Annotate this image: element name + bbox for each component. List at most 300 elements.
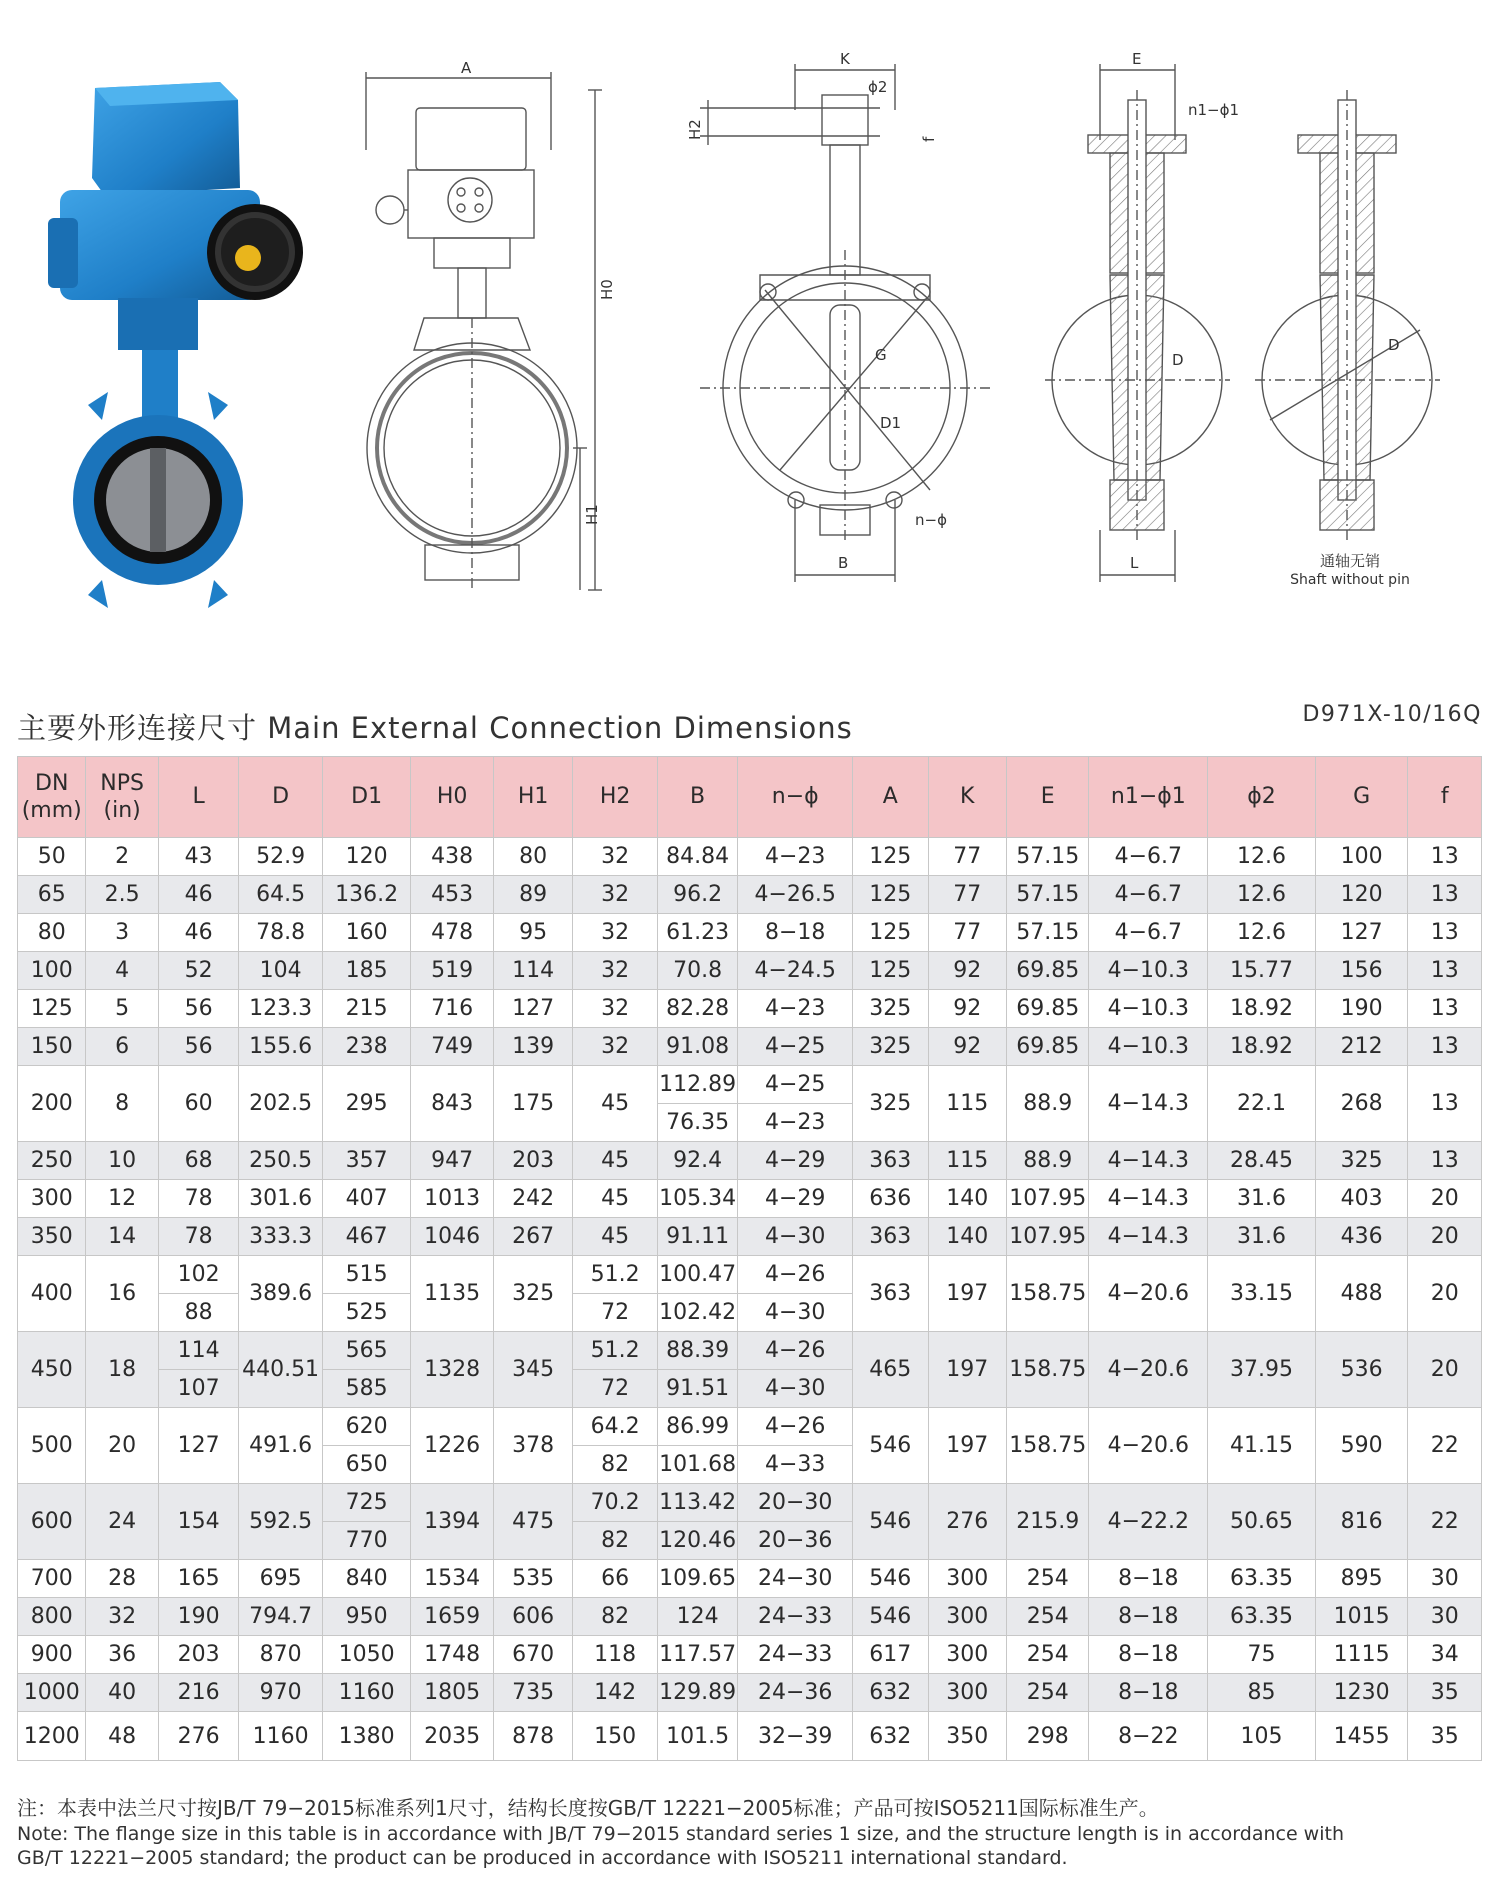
cell-d: 592.5 [239, 1484, 323, 1560]
cell-b: 96.2 [657, 876, 737, 914]
cell-l: 78 [158, 1180, 238, 1218]
cell-b: 109.65 [657, 1560, 737, 1598]
table-row [18, 1674, 1482, 1712]
dim-label-n1-phi1: n1−ϕ1 [1188, 101, 1240, 119]
col-header-h2: H2 [573, 757, 658, 838]
cell-h2: 64.2 [573, 1408, 658, 1446]
cell-g: 1015 [1315, 1598, 1408, 1636]
cell-d: 78.8 [239, 914, 323, 952]
cell-h1: 80 [493, 838, 572, 876]
cell-f: 13 [1408, 1028, 1482, 1066]
col-header-a: A [853, 757, 928, 838]
cell-n1phi1: 8−18 [1089, 1674, 1208, 1712]
cell-h0: 1534 [411, 1560, 494, 1598]
cell-d: 104 [239, 952, 323, 990]
cell-e: 158.75 [1006, 1408, 1089, 1484]
table-row [18, 1180, 1482, 1218]
cell-n1phi1: 4−20.6 [1089, 1408, 1208, 1484]
cell-k: 300 [928, 1636, 1006, 1674]
cell-g: 190 [1315, 990, 1408, 1028]
cell-d1-second: 525 [322, 1294, 411, 1332]
cell-h2-second: 82 [573, 1446, 658, 1484]
cell-f: 20 [1408, 1256, 1482, 1332]
cell-e: 298 [1006, 1712, 1089, 1761]
cell-l: 216 [158, 1674, 238, 1712]
caption-cn: 通轴无销 [1319, 552, 1381, 570]
cell-phi2: 31.6 [1208, 1218, 1316, 1256]
cell-a: 632 [853, 1712, 928, 1761]
cell-nps: 10 [86, 1142, 158, 1180]
col-header-f: f [1408, 757, 1482, 838]
cell-dn: 250 [18, 1142, 86, 1180]
cell-f: 13 [1408, 1142, 1482, 1180]
cell-nphi: 24−30 [738, 1560, 853, 1598]
cell-h0: 1394 [411, 1484, 494, 1560]
cell-phi2: 28.45 [1208, 1142, 1316, 1180]
dim-label-h2: H2 [686, 119, 704, 140]
cell-l: 56 [158, 1028, 238, 1066]
cell-nphi: 24−33 [738, 1598, 853, 1636]
cell-h1: 535 [493, 1560, 572, 1598]
col-header-k: K [928, 757, 1006, 838]
cell-a: 125 [853, 838, 928, 876]
cell-f: 22 [1408, 1484, 1482, 1560]
col-header-l: L [158, 757, 238, 838]
cell-l: 203 [158, 1636, 238, 1674]
table-row [18, 990, 1482, 1028]
cell-h2: 45 [573, 1218, 658, 1256]
cell-b: 91.11 [657, 1218, 737, 1256]
cell-d1-second: 770 [322, 1522, 411, 1560]
cell-d1: 407 [322, 1180, 411, 1218]
cell-d1-second: 650 [322, 1446, 411, 1484]
cell-g: 268 [1315, 1066, 1408, 1142]
cell-k: 92 [928, 952, 1006, 990]
cell-h1: 203 [493, 1142, 572, 1180]
cell-phi2: 12.6 [1208, 914, 1316, 952]
cell-g: 100 [1315, 838, 1408, 876]
cell-l: 190 [158, 1598, 238, 1636]
cell-nphi: 24−33 [738, 1636, 853, 1674]
col-header-g: G [1315, 757, 1408, 838]
cell-b: 124 [657, 1598, 737, 1636]
cell-l: 46 [158, 914, 238, 952]
cell-b: 129.89 [657, 1674, 737, 1712]
cell-d: 202.5 [239, 1066, 323, 1142]
cell-k: 350 [928, 1712, 1006, 1761]
cell-k: 77 [928, 838, 1006, 876]
cell-f: 34 [1408, 1636, 1482, 1674]
table-row [18, 1332, 1482, 1370]
cell-h1: 127 [493, 990, 572, 1028]
cell-l: 56 [158, 990, 238, 1028]
cell-h2: 45 [573, 1142, 658, 1180]
cell-d: 440.51 [239, 1332, 323, 1408]
cell-e: 57.15 [1006, 876, 1089, 914]
table-body [18, 838, 1482, 1761]
section-title: 主要外形连接尺寸 Main External Connection Dimensions [17, 711, 853, 745]
cell-nphi: 4−29 [738, 1180, 853, 1218]
cell-nps: 14 [86, 1218, 158, 1256]
cell-a: 546 [853, 1408, 928, 1484]
cell-a: 325 [853, 1028, 928, 1066]
cell-phi2: 50.65 [1208, 1484, 1316, 1560]
cell-d1: 295 [322, 1066, 411, 1142]
cell-dn: 400 [18, 1256, 86, 1332]
cell-h1: 378 [493, 1408, 572, 1484]
cell-h2-second: 72 [573, 1370, 658, 1408]
col-header-d1: D1 [322, 757, 411, 838]
cell-b: 84.84 [657, 838, 737, 876]
cell-b: 91.08 [657, 1028, 737, 1066]
table-row [18, 1408, 1482, 1446]
cell-h0: 1046 [411, 1218, 494, 1256]
dim-label-phi2: ϕ2 [868, 78, 888, 96]
cell-h2-second: 82 [573, 1522, 658, 1560]
cell-l-second: 107 [158, 1370, 238, 1408]
cell-nphi: 20−30 [738, 1484, 853, 1522]
cell-h1: 475 [493, 1484, 572, 1560]
cell-nps: 36 [86, 1636, 158, 1674]
cell-h2: 45 [573, 1180, 658, 1218]
cell-h2: 150 [573, 1712, 658, 1761]
cell-dn: 1000 [18, 1674, 86, 1712]
cell-k: 300 [928, 1674, 1006, 1712]
table-row [18, 1636, 1482, 1674]
cell-n1phi1: 8−18 [1089, 1636, 1208, 1674]
cell-nps: 5 [86, 990, 158, 1028]
cell-a: 546 [853, 1560, 928, 1598]
cell-d: 870 [239, 1636, 323, 1674]
cell-b-second: 76.35 [657, 1104, 737, 1142]
cell-d1: 950 [322, 1598, 411, 1636]
cell-h2: 32 [573, 952, 658, 990]
cell-phi2: 15.77 [1208, 952, 1316, 990]
cell-d1: 840 [322, 1560, 411, 1598]
cell-nphi: 32−39 [738, 1712, 853, 1761]
cell-g: 590 [1315, 1408, 1408, 1484]
cell-nps: 28 [86, 1560, 158, 1598]
cell-dn: 700 [18, 1560, 86, 1598]
cell-nphi-second: 4−23 [738, 1104, 853, 1142]
table-row [18, 914, 1482, 952]
cell-d1: 357 [322, 1142, 411, 1180]
cell-d: 155.6 [239, 1028, 323, 1066]
cell-d1-second: 585 [322, 1370, 411, 1408]
cell-h2: 51.2 [573, 1332, 658, 1370]
cell-l: 276 [158, 1712, 238, 1761]
cell-nphi: 4−26 [738, 1332, 853, 1370]
dim-label-g: G [875, 346, 887, 364]
cell-h0: 438 [411, 838, 494, 876]
cell-l: 154 [158, 1484, 238, 1560]
cell-f: 13 [1408, 838, 1482, 876]
cell-phi2: 63.35 [1208, 1560, 1316, 1598]
cell-g: 895 [1315, 1560, 1408, 1598]
face-view-drawing [700, 64, 990, 582]
cell-k: 92 [928, 1028, 1006, 1066]
cell-h1: 267 [493, 1218, 572, 1256]
cell-h0: 1328 [411, 1332, 494, 1408]
cell-e: 57.15 [1006, 914, 1089, 952]
dim-label-d-shaft: D [1388, 336, 1400, 354]
cell-dn: 600 [18, 1484, 86, 1560]
cell-a: 546 [853, 1484, 928, 1560]
cell-h1: 139 [493, 1028, 572, 1066]
cell-n1phi1: 4−10.3 [1089, 990, 1208, 1028]
cell-a: 325 [853, 1066, 928, 1142]
cell-h1: 95 [493, 914, 572, 952]
cell-h0: 749 [411, 1028, 494, 1066]
cell-k: 92 [928, 990, 1006, 1028]
cell-d: 491.6 [239, 1408, 323, 1484]
cell-a: 632 [853, 1674, 928, 1712]
cell-b: 92.4 [657, 1142, 737, 1180]
cell-dn: 125 [18, 990, 86, 1028]
col-header-phi2: ϕ2 [1208, 757, 1316, 838]
cell-d: 52.9 [239, 838, 323, 876]
cell-b: 117.57 [657, 1636, 737, 1674]
cell-e: 88.9 [1006, 1066, 1089, 1142]
cell-k: 300 [928, 1560, 1006, 1598]
model-number: D971X-10/16Q [1302, 702, 1482, 727]
cell-h1: 175 [493, 1066, 572, 1142]
cell-b: 88.39 [657, 1332, 737, 1370]
cell-d1: 238 [322, 1028, 411, 1066]
cell-e: 88.9 [1006, 1142, 1089, 1180]
cell-b-second: 102.42 [657, 1294, 737, 1332]
dim-label-a: A [461, 59, 472, 77]
cell-h0: 1748 [411, 1636, 494, 1674]
cell-h1: 606 [493, 1598, 572, 1636]
cell-dn: 80 [18, 914, 86, 952]
cell-k: 197 [928, 1408, 1006, 1484]
cell-dn: 150 [18, 1028, 86, 1066]
cell-e: 254 [1006, 1560, 1089, 1598]
cell-l: 102 [158, 1256, 238, 1294]
dim-label-l: L [1130, 554, 1139, 572]
cell-nps: 24 [86, 1484, 158, 1560]
cell-e: 57.15 [1006, 838, 1089, 876]
cell-dn: 900 [18, 1636, 86, 1674]
cell-g: 816 [1315, 1484, 1408, 1560]
cell-nphi: 4−26 [738, 1256, 853, 1294]
cell-e: 254 [1006, 1674, 1089, 1712]
cell-g: 536 [1315, 1332, 1408, 1408]
cell-h0: 716 [411, 990, 494, 1028]
cell-h0: 1805 [411, 1674, 494, 1712]
cell-e: 215.9 [1006, 1484, 1089, 1560]
cell-f: 13 [1408, 952, 1482, 990]
cell-e: 69.85 [1006, 952, 1089, 990]
note-english-line-2: GB/T 12221−2005 standard; the product can be produced in accordance with ISO5211 international standard. [17, 1847, 1068, 1869]
cell-h2: 45 [573, 1066, 658, 1142]
cell-dn: 65 [18, 876, 86, 914]
cell-g: 127 [1315, 914, 1408, 952]
cell-b: 82.28 [657, 990, 737, 1028]
cell-d1: 1380 [322, 1712, 411, 1761]
cell-e: 158.75 [1006, 1256, 1089, 1332]
cell-d1: 515 [322, 1256, 411, 1294]
cell-f: 13 [1408, 1066, 1482, 1142]
cell-b: 61.23 [657, 914, 737, 952]
table-row [18, 838, 1482, 876]
cell-h0: 453 [411, 876, 494, 914]
cell-h0: 1659 [411, 1598, 494, 1636]
cell-h2: 66 [573, 1560, 658, 1598]
cell-f: 13 [1408, 990, 1482, 1028]
cell-h0: 519 [411, 952, 494, 990]
cell-h2: 82 [573, 1598, 658, 1636]
cell-a: 125 [853, 914, 928, 952]
cell-dn: 500 [18, 1408, 86, 1484]
cell-phi2: 12.6 [1208, 876, 1316, 914]
cell-phi2: 33.15 [1208, 1256, 1316, 1332]
cell-g: 436 [1315, 1218, 1408, 1256]
cell-d1: 185 [322, 952, 411, 990]
valve-product-photo [48, 82, 303, 608]
cell-h1: 670 [493, 1636, 572, 1674]
cell-d1: 136.2 [322, 876, 411, 914]
cell-f: 35 [1408, 1674, 1482, 1712]
cell-nphi: 4−26 [738, 1408, 853, 1446]
cell-d: 301.6 [239, 1180, 323, 1218]
cell-a: 363 [853, 1142, 928, 1180]
cell-h1: 89 [493, 876, 572, 914]
cell-phi2: 18.92 [1208, 990, 1316, 1028]
cell-b: 105.34 [657, 1180, 737, 1218]
cell-nps: 48 [86, 1712, 158, 1761]
col-header-n-phi: n−ϕ [738, 757, 853, 838]
cell-b: 101.5 [657, 1712, 737, 1761]
cell-h2: 32 [573, 914, 658, 952]
cell-nps: 6 [86, 1028, 158, 1066]
table-row [18, 1598, 1482, 1636]
cell-l: 68 [158, 1142, 238, 1180]
col-header-b: B [657, 757, 737, 838]
cell-e: 107.95 [1006, 1218, 1089, 1256]
cell-nphi: 4−25 [738, 1028, 853, 1066]
cell-a: 465 [853, 1332, 928, 1408]
note-english-line-1: Note: The flange size in this table is in accordance with JB/T 79−2015 standard series 1 size, and the structure length is in accordance with [17, 1823, 1344, 1845]
cell-nps: 4 [86, 952, 158, 990]
cell-l: 43 [158, 838, 238, 876]
cell-phi2: 31.6 [1208, 1180, 1316, 1218]
table-row [18, 1712, 1482, 1761]
cell-h2: 32 [573, 1028, 658, 1066]
cell-phi2: 75 [1208, 1636, 1316, 1674]
side-section-drawing [1045, 64, 1230, 582]
cell-f: 22 [1408, 1408, 1482, 1484]
cell-n1phi1: 4−10.3 [1089, 1028, 1208, 1066]
cell-a: 125 [853, 876, 928, 914]
cell-a: 636 [853, 1180, 928, 1218]
cell-f: 30 [1408, 1598, 1482, 1636]
cell-h0: 1013 [411, 1180, 494, 1218]
cell-n1phi1: 4−20.6 [1089, 1256, 1208, 1332]
cell-g: 403 [1315, 1180, 1408, 1218]
cell-d: 333.3 [239, 1218, 323, 1256]
cell-phi2: 63.35 [1208, 1598, 1316, 1636]
cell-k: 197 [928, 1332, 1006, 1408]
cell-nps: 12 [86, 1180, 158, 1218]
note-chinese: 注：本表中法兰尺寸按JB/T 79−2015标准系列1尺寸，结构长度按GB/T 12221−2005标准；产品可按ISO5211国际标准生产。 [17, 1796, 1159, 1820]
cell-h1: 345 [493, 1332, 572, 1408]
cell-nphi: 4−23 [738, 990, 853, 1028]
cell-f: 13 [1408, 876, 1482, 914]
table-row [18, 1560, 1482, 1598]
dim-label-b: B [838, 554, 849, 572]
cell-a: 363 [853, 1218, 928, 1256]
cell-e: 254 [1006, 1598, 1089, 1636]
cell-d1: 725 [322, 1484, 411, 1522]
cell-phi2: 37.95 [1208, 1332, 1316, 1408]
cell-nphi: 4−30 [738, 1218, 853, 1256]
cell-h0: 1226 [411, 1408, 494, 1484]
cell-n1phi1: 4−6.7 [1089, 914, 1208, 952]
col-header-n1-phi1: n1−ϕ1 [1089, 757, 1208, 838]
cell-k: 197 [928, 1256, 1006, 1332]
cell-d: 970 [239, 1674, 323, 1712]
cell-k: 115 [928, 1066, 1006, 1142]
cell-d: 695 [239, 1560, 323, 1598]
cell-l-second: 88 [158, 1294, 238, 1332]
dim-label-d-side: D [1172, 351, 1184, 369]
cell-phi2: 18.92 [1208, 1028, 1316, 1066]
cell-n1phi1: 8−18 [1089, 1560, 1208, 1598]
cell-b: 70.8 [657, 952, 737, 990]
cell-e: 69.85 [1006, 1028, 1089, 1066]
cell-d: 794.7 [239, 1598, 323, 1636]
cell-d1: 160 [322, 914, 411, 952]
caption-en: Shaft without pin [1290, 572, 1410, 588]
cell-l: 52 [158, 952, 238, 990]
cell-n1phi1: 4−6.7 [1089, 838, 1208, 876]
cell-h2: 32 [573, 838, 658, 876]
cell-d: 389.6 [239, 1256, 323, 1332]
cell-h1: 325 [493, 1256, 572, 1332]
cell-l: 127 [158, 1408, 238, 1484]
cell-phi2: 105 [1208, 1712, 1316, 1761]
cell-b-second: 120.46 [657, 1522, 737, 1560]
table-row [18, 1256, 1482, 1294]
cell-k: 77 [928, 914, 1006, 952]
cell-k: 300 [928, 1598, 1006, 1636]
dim-label-e: E [1132, 50, 1142, 68]
cell-dn: 200 [18, 1066, 86, 1142]
top-figures [0, 0, 1500, 660]
cell-f: 20 [1408, 1218, 1482, 1256]
cell-n1phi1: 4−14.3 [1089, 1180, 1208, 1218]
cell-h2: 142 [573, 1674, 658, 1712]
cell-h0: 947 [411, 1142, 494, 1180]
cell-f: 13 [1408, 914, 1482, 952]
col-header-h1: H1 [493, 757, 572, 838]
cell-phi2: 85 [1208, 1674, 1316, 1712]
cell-g: 1115 [1315, 1636, 1408, 1674]
cell-dn: 50 [18, 838, 86, 876]
cell-f: 35 [1408, 1712, 1482, 1761]
cell-nps: 3 [86, 914, 158, 952]
table-row [18, 1218, 1482, 1256]
table-row [18, 1484, 1482, 1522]
cell-nphi-second: 4−33 [738, 1446, 853, 1484]
cell-h2: 51.2 [573, 1256, 658, 1294]
col-header-h0: H0 [411, 757, 494, 838]
cell-nps: 20 [86, 1408, 158, 1484]
cell-a: 325 [853, 990, 928, 1028]
cell-f: 20 [1408, 1332, 1482, 1408]
